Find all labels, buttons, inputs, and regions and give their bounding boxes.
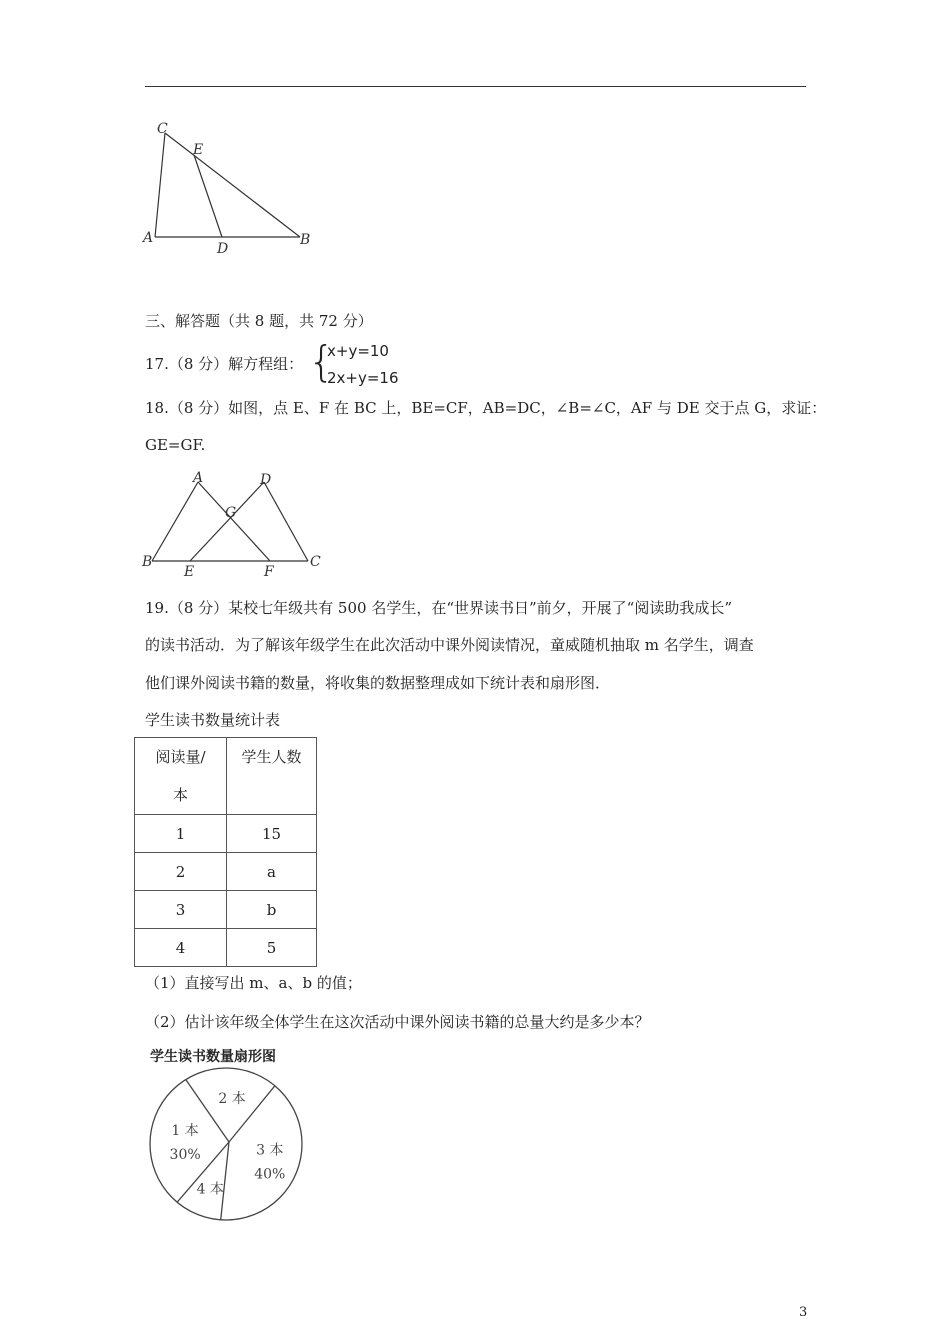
label-c: C (157, 121, 168, 137)
label-d: D (260, 472, 272, 488)
header-amount-line1: 阅读量/ (155, 748, 206, 766)
pie-chart-title: 学生读书数量扇形图 (150, 1049, 276, 1065)
pie-slice-label: 3 本 (256, 1142, 284, 1159)
q19-sub1: （1）直接写出 m、a、b 的值； (145, 974, 362, 992)
table-row (135, 853, 317, 891)
q17-prefix: 17.（8 分）解方程组： (145, 355, 304, 373)
table-row (135, 815, 317, 853)
segment-de (190, 482, 264, 561)
triangle-figure-abc (140, 116, 330, 261)
segment-cb (165, 133, 300, 237)
reading-stats-table (134, 737, 317, 967)
label-b: B (300, 232, 311, 248)
cell-amount: 2 (135, 853, 227, 891)
cell-amount: 4 (135, 929, 227, 967)
pie-slice-percent: 40% (254, 1166, 286, 1183)
page-number: 3 (799, 1305, 808, 1320)
label-e: E (193, 142, 204, 158)
header-amount-line2: 本 (172, 786, 188, 804)
table-row (135, 929, 317, 967)
segment-ed (194, 155, 222, 237)
header-count-text: 学生人数 (241, 748, 302, 766)
label-c: C (310, 554, 321, 570)
cell-count: 15 (227, 815, 317, 853)
label-a: A (193, 470, 204, 486)
header-rule (145, 86, 806, 87)
cell-count: a (227, 853, 317, 891)
segment-dc (264, 482, 308, 561)
table-title: 学生读书数量统计表 (145, 711, 281, 729)
segment-ca (155, 133, 165, 237)
q19-line1: 19.（8 分）某校七年级共有 500 名学生，在“世界读书日”前夕，开展了“阅读助我成长” (145, 599, 733, 617)
q19-line2: 的读书活动．为了解该年级学生在此次活动中课外阅读情况，童威随机抽取 m 名学生，调查 (145, 636, 754, 654)
label-b: B (142, 554, 153, 570)
pie-slice-label: 4 本 (196, 1181, 224, 1198)
cell-count: 5 (227, 929, 317, 967)
header-count (227, 738, 317, 815)
table-header-row (135, 738, 317, 815)
q17-eq1: x+y=10 (327, 342, 389, 360)
q18-line2: GE=GF. (145, 436, 206, 454)
q19-sub2: （2）估计该年级全体学生在这次活动中课外阅读书籍的总量大约是多少本？ (145, 1013, 650, 1031)
section-heading: 三、解答题（共 8 题，共 72 分） (145, 312, 373, 330)
equation-brace: { (308, 337, 335, 386)
pie-slice-label: 2 本 (218, 1091, 246, 1108)
label-a: A (143, 230, 154, 246)
segment-ba (152, 482, 198, 561)
q17-eq2: 2x+y=16 (327, 369, 399, 387)
header-amount (135, 738, 227, 815)
label-e: E (184, 564, 195, 580)
table-row (135, 891, 317, 929)
pie-chart (140, 1062, 315, 1232)
label-d: D (217, 241, 229, 257)
pie-slice-percent: 30% (169, 1146, 201, 1163)
cell-amount: 3 (135, 891, 227, 929)
q18-line1: 18.（8 分）如图，点 E、F 在 BC 上，BE=CF，AB=DC，∠B=∠C，AF 与 DE 交于点 G，求证： (145, 399, 827, 417)
label-f: F (264, 564, 274, 580)
cell-count: b (227, 891, 317, 929)
cell-amount: 1 (135, 815, 227, 853)
pie-slice-label: 1 本 (171, 1122, 199, 1139)
label-g: G (225, 505, 237, 521)
q19-line3: 他们课外阅读书籍的数量，将收集的数据整理成如下统计表和扇形图． (145, 674, 611, 692)
segment-af (198, 482, 270, 561)
triangle-figure-agdc (140, 468, 330, 580)
